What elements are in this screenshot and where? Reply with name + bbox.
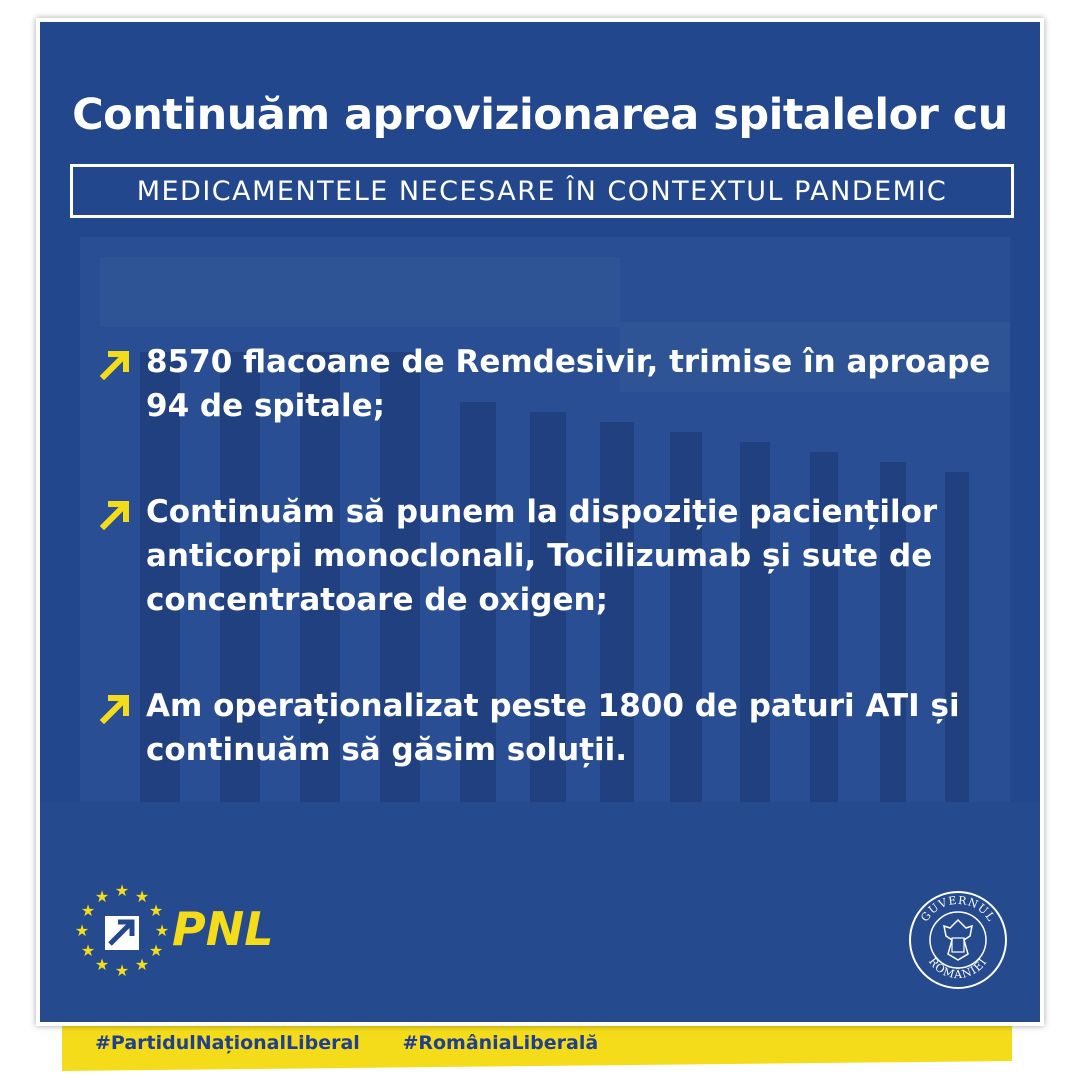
bullet-item (100, 684, 1020, 772)
svg-text:★: ★ (80, 901, 96, 920)
svg-text:★: ★ (114, 884, 130, 900)
hashtag-row (95, 1032, 634, 1054)
svg-text:★: ★ (148, 901, 164, 920)
headline-subtitle: MEDICAMENTELE NECESARE ÎN CONTEXTUL PANDEMIC (70, 164, 1014, 218)
svg-text:★: ★ (148, 941, 164, 960)
seal-top-text: GUVERNUL (918, 893, 998, 925)
bullet-item (100, 340, 1020, 428)
headline-title: Continuăm aprovizionarea spitalelor cu (72, 90, 1008, 140)
bullet-text: 8570 flacoane de Remdesivir, trimise în aproape 94 de spitale; (146, 344, 991, 424)
bullet-item (100, 490, 1020, 622)
pnl-wordmark: PNL (172, 902, 274, 956)
hashtag-romania[interactable]: #RomâniaLiberală (402, 1032, 599, 1054)
government-seal-icon (906, 888, 1010, 992)
bullet-text: Continuăm să punem la dispoziție pacienților anticorpi monoclonali, Tocilizumab și sute de concentratoare de oxigen; (146, 494, 938, 618)
svg-text:★: ★ (154, 921, 170, 940)
arrow-up-right-icon (100, 690, 134, 724)
bullet-text: Am operaționalizat peste 1800 de paturi ATI și continuăm să găsim soluții. (146, 688, 960, 768)
arrow-up-right-icon (100, 346, 134, 380)
svg-text:ROMÂNIEI (926, 955, 990, 981)
bullet-list (100, 340, 1020, 834)
svg-text:★: ★ (80, 941, 96, 960)
poster-card (36, 18, 1044, 1026)
hashtag-partidul[interactable]: #PartidulNaționalLiberal (95, 1032, 360, 1054)
svg-text:★: ★ (134, 955, 150, 974)
svg-text:★: ★ (94, 887, 110, 906)
svg-text:★: ★ (74, 921, 90, 940)
svg-text:★: ★ (114, 961, 130, 980)
svg-text:★: ★ (134, 887, 150, 906)
seal-bottom-text: ROMÂNIEI (925, 955, 990, 982)
arrow-up-right-icon (100, 496, 134, 530)
svg-text:★: ★ (94, 955, 110, 974)
